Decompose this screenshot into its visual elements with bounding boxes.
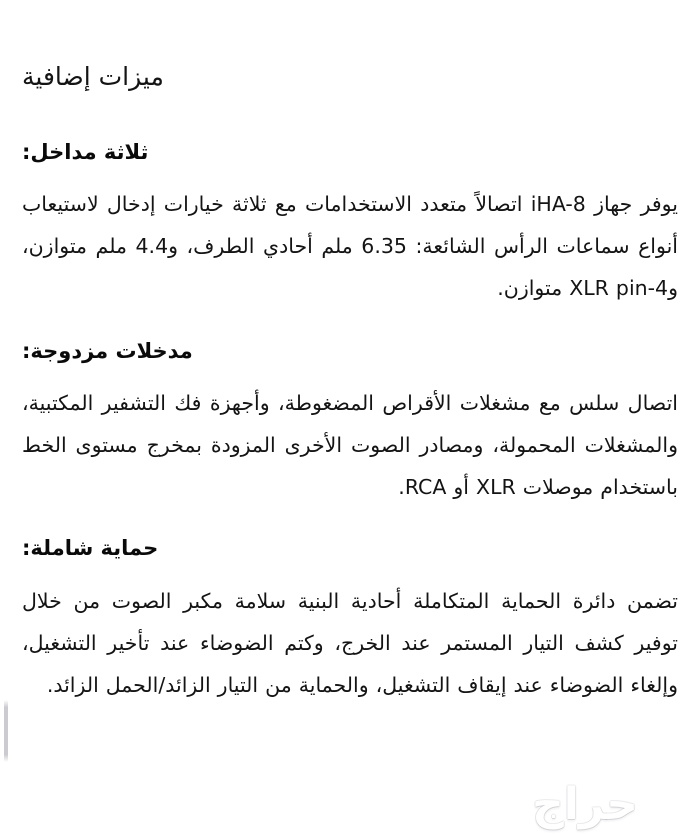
section-body-three-inputs: يوفر جهاز iHA-8 اتصالاً متعدد الاستخدامات مع ثلاثة خيارات إدخال لاستيعاب أنواع سماعات الرأس الشائعة: 6.35 ملم أحادي الطرف، و4.4 ملم متوازن، و4-XLR pin متوازن. <box>22 192 678 301</box>
page-title: ميزات إضافية <box>22 62 164 91</box>
feature-section <box>22 536 678 705</box>
document-content <box>22 0 678 706</box>
section-heading-dual-inputs: مدخلات مزدوجة: <box>22 339 193 364</box>
feature-section <box>22 339 678 508</box>
section-body-full-protection: تضمن دائرة الحماية المتكاملة أحادية البنية سلامة مكبر الصوت من خلال توفير كشف التيار المستمر عند الخرج، وكتم الضوضاء عند تأخير التشغيل، وإلغاء الضوضاء عند إيقاف التشغيل، والحماية من التيار الزائد/الحمل الزائد. <box>22 588 678 697</box>
section-heading-full-protection: حماية شاملة: <box>22 536 159 561</box>
scan-edge-artifact <box>4 700 8 762</box>
site-watermark: حراج <box>532 779 638 830</box>
section-body-dual-inputs: اتصال سلس مع مشغلات الأقراص المضغوطة، وأجهزة فك التشفير المكتبية، والمشغلات المحمولة، ومصادر الصوت الأخرى المزودة بمخرج مستوى الخط باستخدام موصلات XLR أو RCA. <box>22 391 678 500</box>
section-heading-three-inputs: ثلاثة مداخل: <box>22 140 149 164</box>
feature-section <box>22 140 678 309</box>
